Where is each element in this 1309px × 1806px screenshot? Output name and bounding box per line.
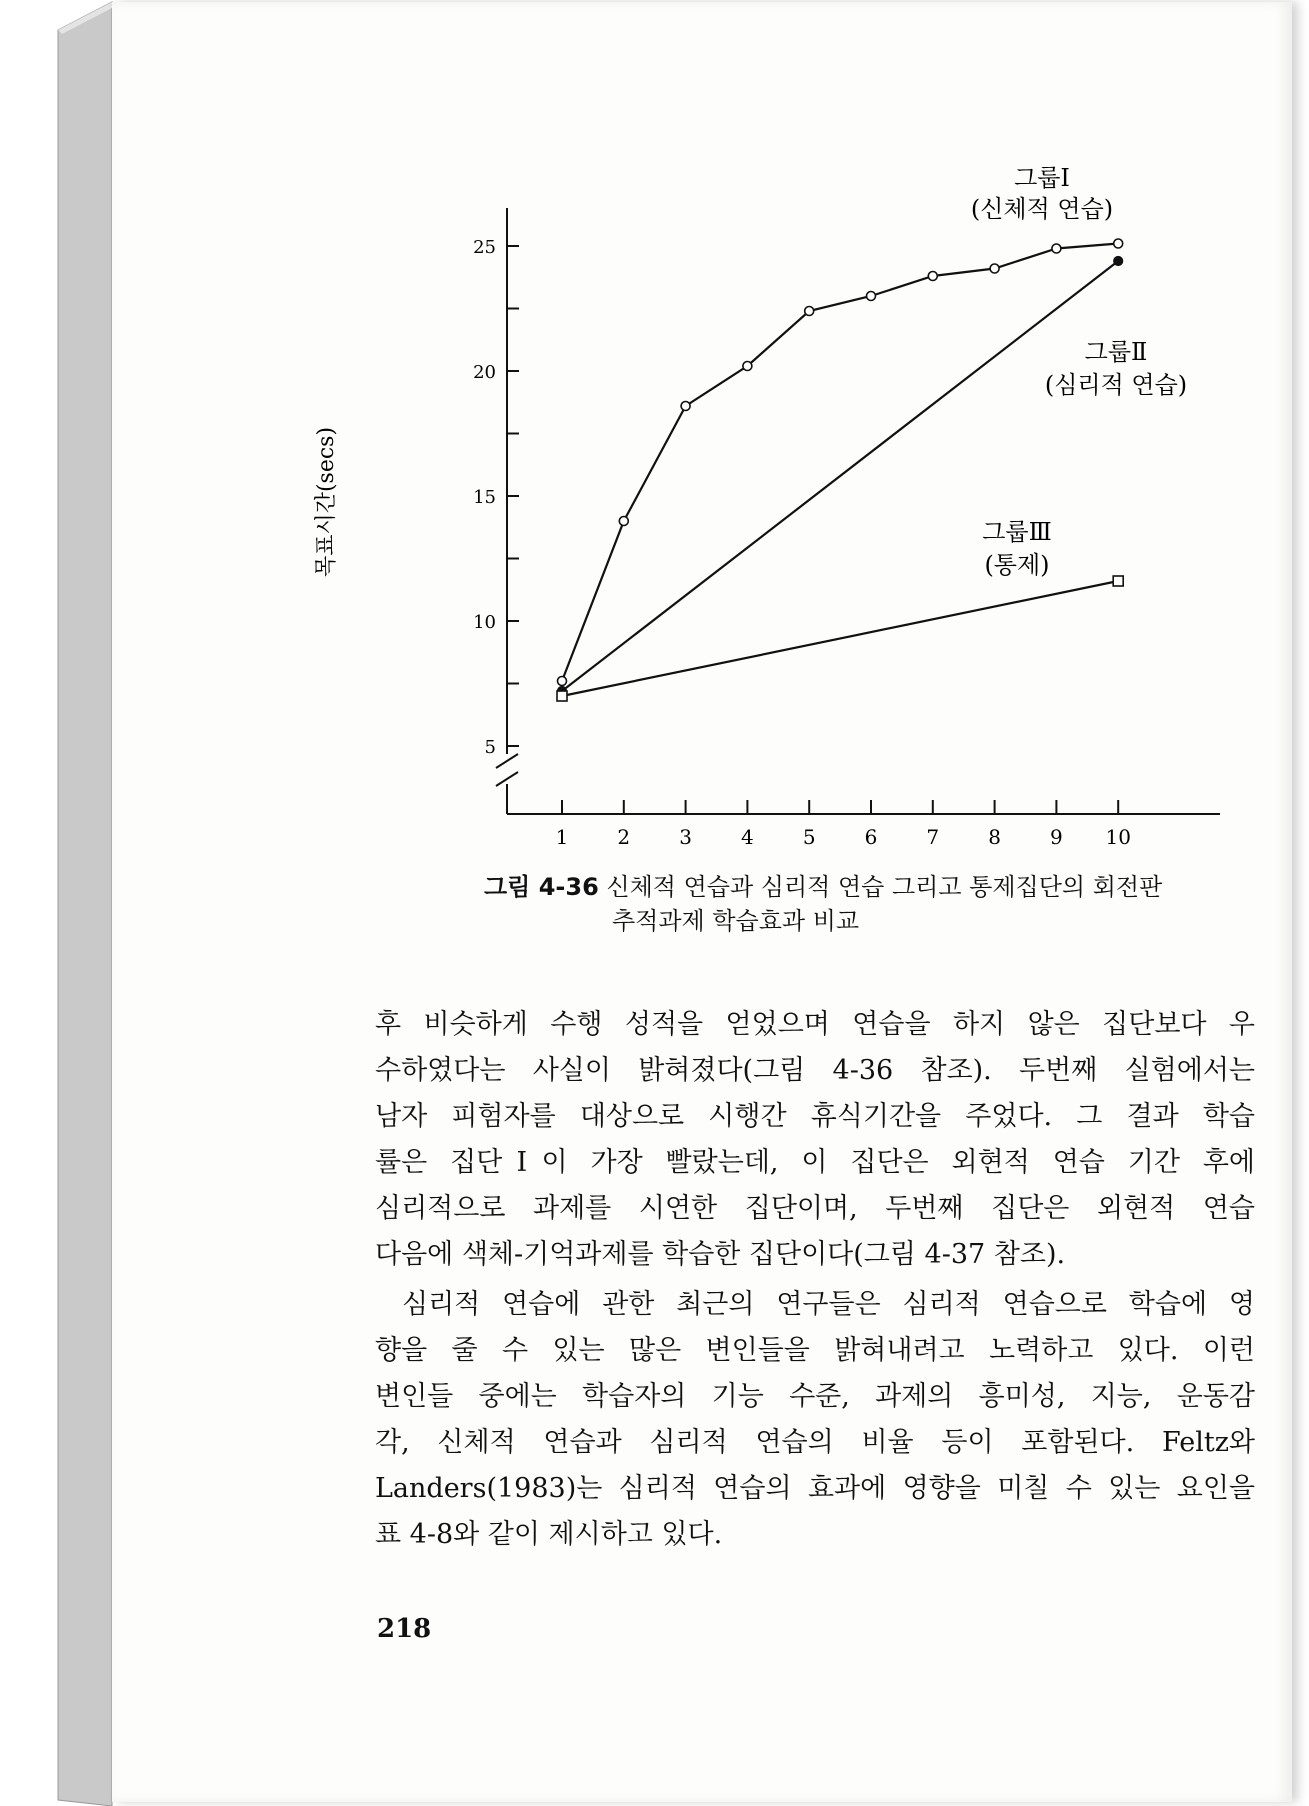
- data-point: [558, 677, 567, 686]
- chart-series: [557, 239, 1123, 701]
- text-line: 남자 피험자를 대상으로 시행간 휴식기간을 주었다. 그 결과 학습: [375, 1101, 1255, 1132]
- series-sublabel: (신체적 연습): [970, 195, 1114, 223]
- chart-series-labels: [971, 164, 1187, 579]
- x-tick-label: 10: [1105, 825, 1131, 849]
- text-line: 수하였다는 사실이 밝혀졌다(그림 4-36 참조). 두번째 실험에서는: [375, 1055, 1255, 1086]
- x-tick-label: 4: [741, 825, 754, 849]
- figure-number: 그림 4-36: [484, 873, 599, 901]
- data-point: [990, 264, 999, 273]
- text-line: 변인들 중에는 학습자의 기능 수준, 과제의 흥미성, 지능, 운동감: [375, 1381, 1255, 1412]
- series-label: 그룹Ⅲ: [982, 518, 1052, 546]
- data-point: [1114, 239, 1123, 248]
- series-line: [562, 581, 1118, 696]
- data-point: [928, 272, 937, 281]
- body-text: [375, 1002, 1255, 1562]
- x-tick-label: 2: [617, 825, 631, 849]
- text-line: 각, 신체적 연습과 심리적 연습의 비율 등이 포함된다. Feltz와: [375, 1427, 1255, 1458]
- y-tick-label: 10: [473, 612, 496, 633]
- x-tick-label: 8: [988, 825, 1001, 849]
- text-line: 향을 줄 수 있는 많은 변인들을 밝혀내려고 노력하고 있다. 이런: [375, 1335, 1255, 1366]
- x-tick-label: 6: [864, 825, 878, 849]
- text-line: 심리적 연습에 관한 최근의 연구들은 심리적 연습으로 학습에 영: [402, 1289, 1255, 1320]
- figure-caption: [484, 870, 1284, 938]
- data-point: [1052, 244, 1061, 253]
- text-line: 심리적으로 과제를 시연한 집단이며, 두번째 집단은 외현적 연습: [375, 1193, 1255, 1224]
- axis-break-mark: [496, 772, 518, 786]
- data-point: [1114, 257, 1123, 266]
- chart-axes: [473, 208, 1220, 849]
- data-point: [619, 517, 628, 526]
- page-number: 218: [377, 1614, 432, 1644]
- data-point: [867, 292, 876, 301]
- data-point: [681, 402, 690, 411]
- caption-line-1: 신체적 연습과 심리적 연습 그리고 통제집단의 회전판: [606, 873, 1163, 901]
- series-line: [562, 244, 1118, 682]
- x-tick-label: 7: [926, 825, 940, 849]
- caption-line-2: 추적과제 학습효과 비교: [612, 907, 860, 935]
- text-line: 률은 집단Ⅰ이 가장 빨랐는데, 이 집단은 외현적 연습 기간 후에: [375, 1147, 1255, 1178]
- y-tick-label: 20: [473, 362, 496, 383]
- series-sublabel: (통제): [984, 551, 1050, 579]
- data-point: [743, 362, 752, 371]
- x-tick-label: 1: [555, 825, 569, 849]
- data-point: [1113, 576, 1123, 586]
- y-axis-label: 목표시간(secs): [314, 426, 339, 578]
- series-label: 그룹Ⅰ: [1014, 164, 1070, 192]
- series-label: 그룹Ⅱ: [1084, 338, 1148, 366]
- text-line: 후 비슷하게 수행 성적을 얻었으며 연습을 하지 않은 집단보다 우: [375, 1009, 1255, 1040]
- data-point: [557, 691, 567, 701]
- text-line: 표 4-8와 같이 제시하고 있다.: [375, 1519, 723, 1550]
- x-tick-label: 5: [802, 825, 816, 849]
- line-chart: [112, 2, 1292, 862]
- text-line: 다음에 색체-기억과제를 학습한 집단이다(그림 4-37 참조).: [375, 1239, 1066, 1270]
- axis-break-mark: [496, 754, 518, 768]
- paragraph: [375, 1002, 1255, 1278]
- x-tick-label: 9: [1050, 825, 1063, 849]
- y-tick-label: 25: [473, 237, 496, 258]
- y-tick-label: 5: [484, 737, 496, 758]
- paragraph: [375, 1282, 1255, 1558]
- series-sublabel: (심리적 연습): [1044, 371, 1188, 399]
- series-line: [562, 261, 1118, 691]
- data-point: [805, 307, 814, 316]
- book-page: [112, 2, 1292, 1802]
- text-line: Landers(1983)는 심리적 연습의 효과에 영향을 미칠 수 있는 요인을: [375, 1473, 1255, 1504]
- y-tick-label: 15: [473, 487, 496, 508]
- x-tick-label: 3: [679, 825, 692, 849]
